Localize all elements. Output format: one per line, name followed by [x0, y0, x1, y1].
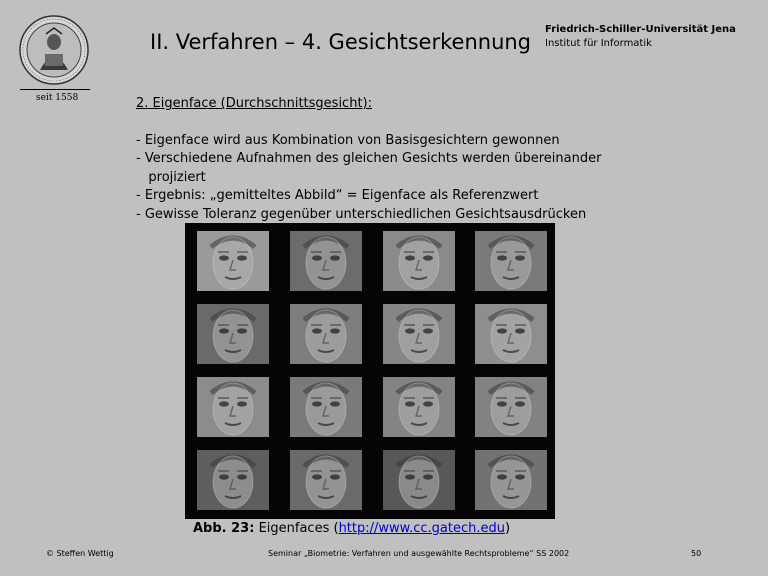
eigenface-image — [290, 450, 362, 510]
bullet-item: - Eigenface wird aus Kombination von Basisgesichtern gewonnen — [136, 133, 560, 148]
caption-end: ) — [504, 521, 511, 536]
seal-since-label: seit 1558 — [36, 93, 79, 103]
slide-title: II. Verfahren – 4. Gesichtserkennung — [150, 30, 532, 54]
bullet-item: - Gewisse Toleranz gegenüber unterschiedlichen Gesichtsausdrücken — [136, 206, 587, 222]
eigenface-image — [383, 450, 455, 510]
eigenface-image — [197, 450, 269, 510]
eigenface-image — [383, 231, 455, 291]
eigenface-image — [383, 304, 455, 364]
bullet-item: - Ergebnis: „gemitteltes Abbild“ = Eigenface als Referenzwert — [136, 188, 539, 204]
university-seal-icon — [18, 14, 90, 86]
eigenface-image — [197, 377, 269, 437]
caption-link[interactable]: http://www.cc.gatech.edu — [338, 521, 505, 536]
eigenface-image — [197, 304, 269, 364]
eigenface-image — [290, 304, 362, 364]
figure-caption — [193, 521, 510, 536]
footer-seminar: Seminar „Biometrie: Verfahren und ausgewählte Rechtsprobleme“ SS 2002 — [268, 549, 570, 558]
caption-text: Eigenfaces ( — [254, 521, 339, 536]
university-name: Friedrich-Schiller-Universität Jena — [545, 24, 736, 35]
footer-author: © Steffen Wettig — [46, 549, 114, 558]
eigenface-image — [475, 304, 547, 364]
eigenface-image — [197, 231, 269, 291]
eigenface-image — [290, 231, 362, 291]
eigenface-image — [290, 377, 362, 437]
section-heading: 2. Eigenface (Durchschnittsgesicht): — [136, 96, 372, 111]
eigenface-image — [475, 377, 547, 437]
bullet-item: projiziert — [136, 169, 206, 185]
eigenface-image — [383, 377, 455, 437]
caption-label: Abb. 23: — [193, 521, 255, 536]
seal-divider — [20, 89, 90, 90]
eigenface-image — [475, 231, 547, 291]
institute-name: Institut für Informatik — [545, 38, 652, 49]
bullet-item: - Verschiedene Aufnahmen des gleichen Gesichts werden übereinander — [136, 151, 602, 167]
eigenface-image — [475, 450, 547, 510]
bullet-list — [136, 132, 696, 224]
eigenface-grid — [185, 223, 555, 519]
footer-page-number: 50 — [691, 549, 702, 558]
